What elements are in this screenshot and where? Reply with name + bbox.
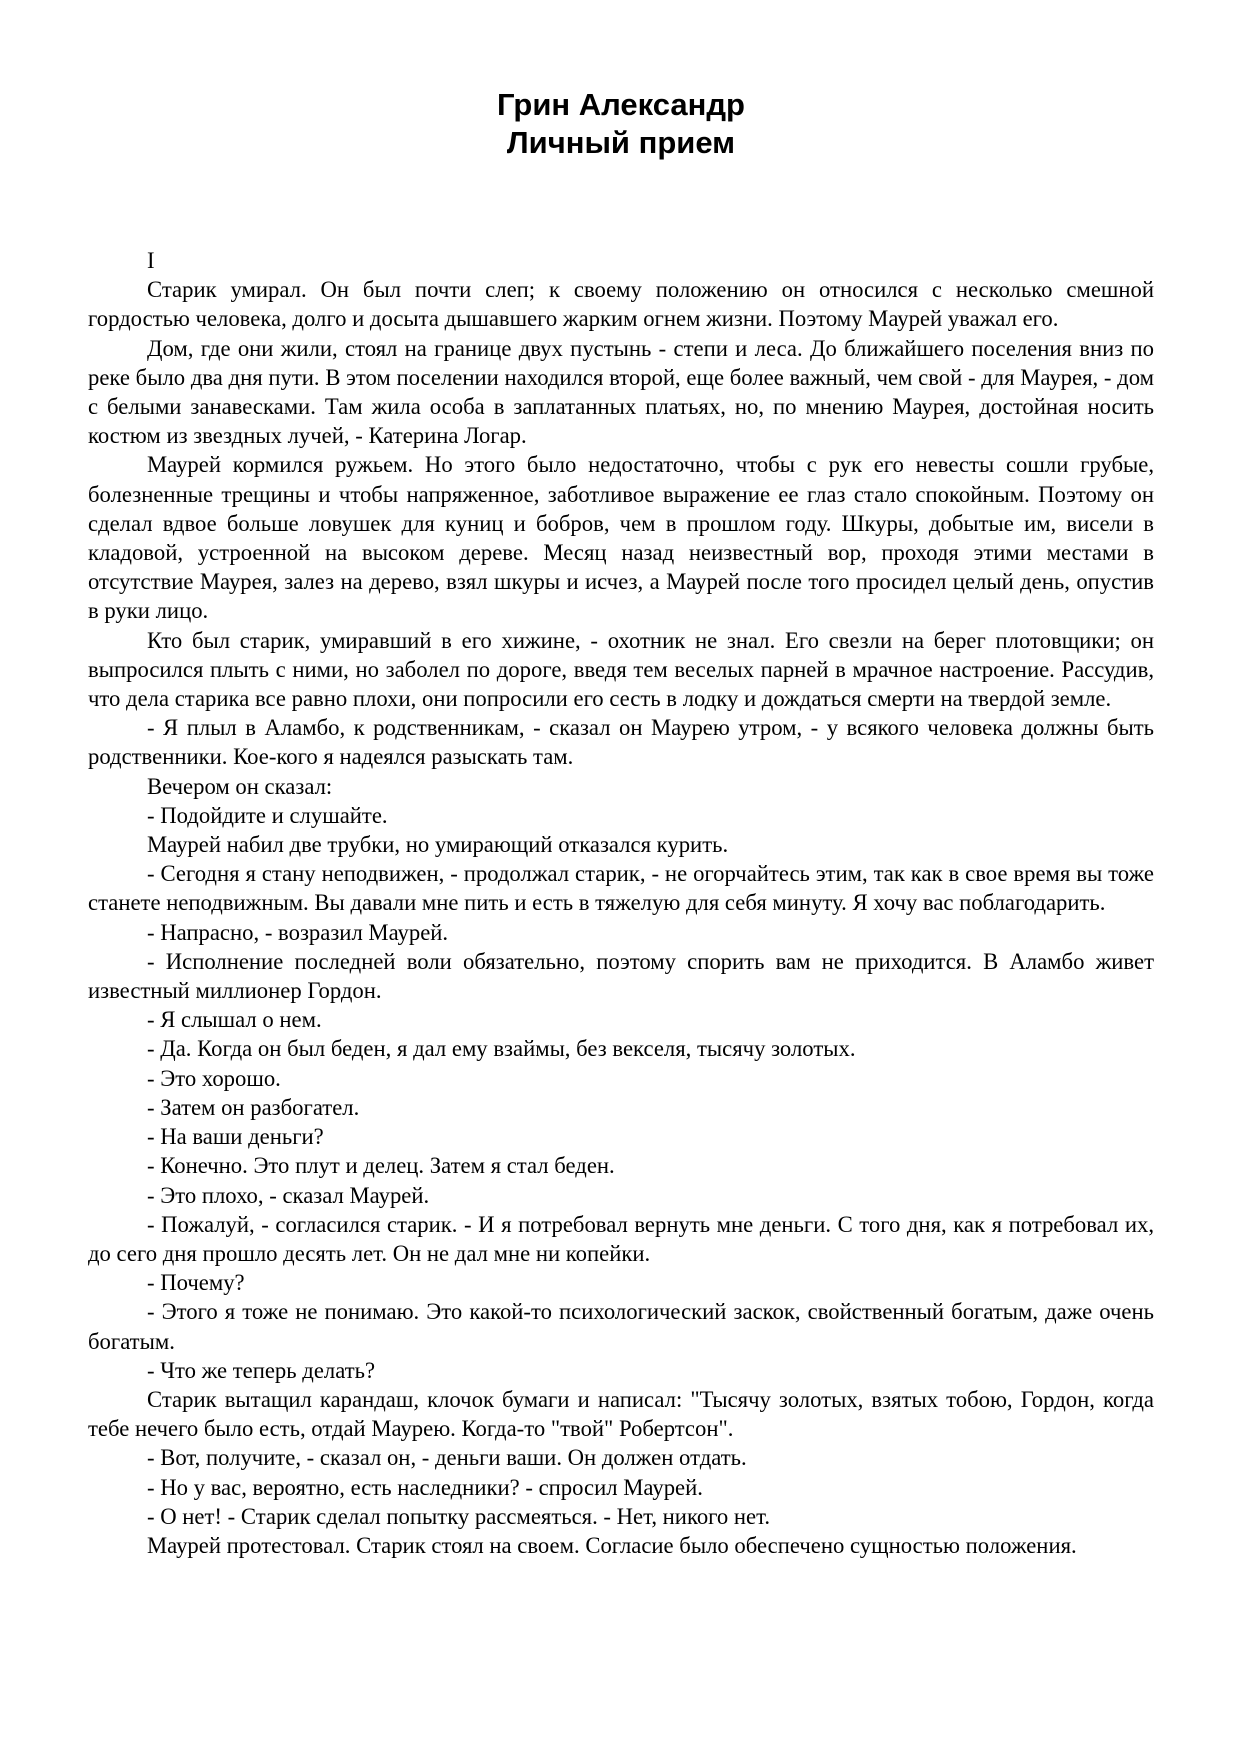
- paragraph: Старик вытащил карандаш, клочок бумаги и написал: "Тысячу золотых, взятых тобою, Гордон, когда тебе нечего было есть, отдай Маурею. Когда-то "твой" Робертсон".: [88, 1386, 1154, 1442]
- story-body: [88, 246, 1154, 1560]
- paragraph: Дом, где они жили, стоял на границе двух пустынь - степи и леса. До ближайшего поселения вниз по реке было два дня пути. В этом поселении находился второй, еще более важный, чем свой - для Маурея, - дом с белыми занавесками. Там жила особа в заплатанных платьях, но, по мнению Маурея, достойная носить костюм из звездных лучей, - Катерина Логар.: [88, 335, 1154, 449]
- paragraph: - Я плыл в Аламбо, к родственникам, - сказал он Маурею утром, - у всякого человека должны быть родственники. Кое-кого я надеялся разыскать там.: [88, 715, 1154, 770]
- paragraph: - Пожалуй, - согласился старик. - И я потребовал вернуть мне деньги. С того дня, как я потребовал их, до сего дня прошло десять лет. Он не дал мне ни копейки.: [88, 1211, 1154, 1266]
- paragraph: - На ваши деньги?: [147, 1124, 324, 1150]
- paragraph: - Почему?: [147, 1270, 245, 1296]
- paragraph: Кто был старик, умиравший в его хижине, - охотник не знал. Его свезли на берег плотовщики; он выпросился плыть с ними, но заболел по дороге, введя тем веселых парней в мрачное настроение. Рассудив, что дела старика все равно плохи, они попросили его сесть в лодку и дождаться смерти на твердой земле.: [88, 627, 1154, 712]
- paragraph: - Это хорошо.: [147, 1065, 281, 1091]
- paragraph: - Исполнение последней воли обязательно, поэтому спорить вам не приходится. В Аламбо живет известный миллионер Гордон.: [88, 948, 1154, 1004]
- paragraph: Маурей набил две трубки, но умирающий отказался курить.: [147, 832, 729, 858]
- paragraph: - Вот, получите, - сказал он, - деньги ваши. Он должен отдать.: [147, 1445, 747, 1471]
- paragraph: Маурей кормился ружьем. Но этого было недостаточно, чтобы с рук его невесты сошли грубые, болезненные трещины и чтобы напряженное, заботливое выражение ее глаз стало спокойным. Поэтому он сделал вдвое больше ловушек для куниц и бобров, чем в прошлом году. Шкуры, добытые им, висели в кладовой, устроенной на высоком дереве. Месяц назад неизвестный вор, проходя этими местами в отсутствие Маурея, залез на дерево, взял шкуры и исчез, а Маурей после того просидел целый день, опустив в руки лицо.: [88, 452, 1154, 624]
- chapter-mark: I: [147, 248, 155, 273]
- paragraph: - Напрасно, - возразил Маурей.: [147, 919, 449, 945]
- paragraph: - Но у вас, вероятно, есть наследники? - спросил Маурей.: [147, 1474, 703, 1500]
- paragraph: - Конечно. Это плут и делец. Затем я стал беден.: [147, 1153, 615, 1179]
- paragraph: Старик умирал. Он был почти слеп; к своему положению он относился с несколько смешной гордостью человека, долго и досыта дышавшего жарким огнем жизни. Поэтому Маурей уважал его.: [88, 277, 1154, 332]
- author-heading: Грин Александр: [497, 87, 745, 122]
- paragraph: Вечером он сказал:: [147, 773, 333, 799]
- paragraph: - Это плохо, - сказал Маурей.: [147, 1182, 430, 1208]
- book-title: Личный прием: [506, 125, 736, 160]
- paragraph: - Я слышал о нем.: [147, 1007, 322, 1033]
- paragraph: Маурей протестовал. Старик стоял на своем. Согласие было обеспечено сущностью положения.: [147, 1532, 1077, 1558]
- paragraph: - Что же теперь делать?: [147, 1357, 376, 1383]
- paragraph: - О нет! - Старик сделал попытку рассмеяться. - Нет, никого нет.: [147, 1503, 771, 1529]
- paragraph: - Затем он разбогател.: [147, 1094, 360, 1120]
- paragraph: - Этого я тоже не понимаю. Это какой-то психологический заскок, свойственный богатым, даже очень богатым.: [88, 1299, 1154, 1354]
- paragraph: - Да. Когда он был беден, я дал ему взаймы, без векселя, тысячу золотых.: [147, 1036, 856, 1062]
- paragraph: - Сегодня я стану неподвижен, - продолжал старик, - не огорчайтесь этим, так как в свое время вы тоже станете неподвижным. Вы давали мне пить и есть в тяжелую для себя минуту. Я хочу вас поблагодарить.: [88, 861, 1154, 916]
- paragraph: - Подойдите и слушайте.: [147, 802, 388, 828]
